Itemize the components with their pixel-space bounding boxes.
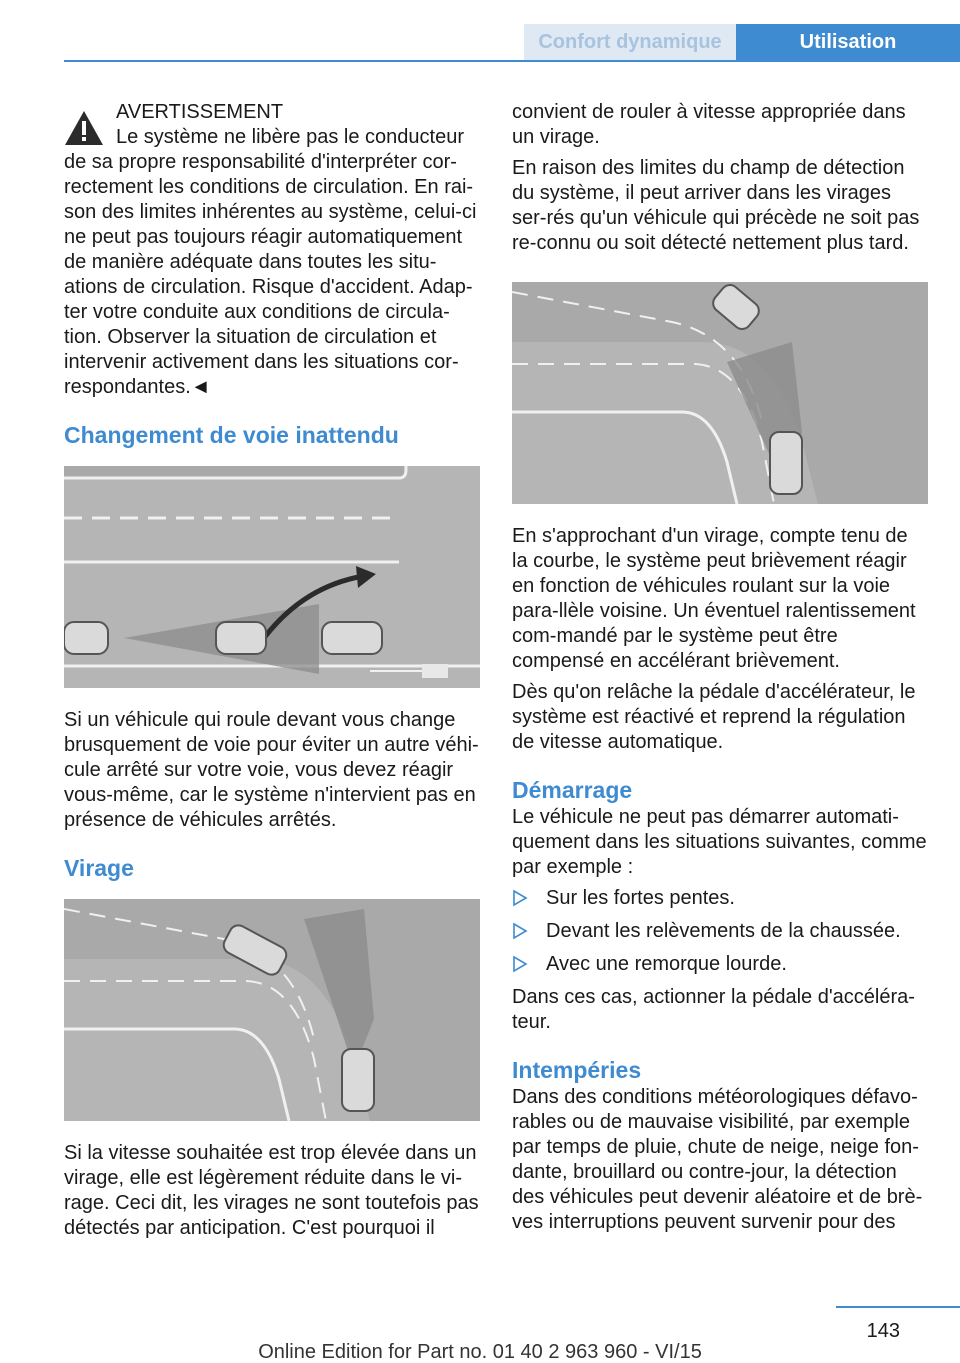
curve-text: Si la vitesse souhaitée est trop élevée dans un virage, elle est légèrement réduite dans le vi-rage. Ceci dit, les virages ne sont toutefois pas détectés par anticipation. C'est pourquoi il [64, 1142, 479, 1239]
demarrage-outro: Dans ces cas, actionner la pédale d'accéléra-teur. [512, 986, 915, 1033]
heading-virage: Virage [64, 855, 134, 881]
bullet-triangle-icon [512, 955, 528, 973]
demarrage-list [512, 886, 928, 977]
page-number: 143 [866, 1320, 900, 1342]
warning-first-line: Le système ne libère pas le conducteur [116, 126, 464, 148]
list-item-text: Devant les relèvements de la chaussée. [546, 920, 901, 942]
list-item [512, 886, 928, 911]
footer-rule [836, 1306, 960, 1308]
right-column [512, 100, 928, 1241]
lane-change-text: Si un véhicule qui roule devant vous change brusquement de voie pour éviter un autre véhi-cule arrêté sur votre voie, vous devez réagir vous-même, car le système n'intervient pas en présence de véhicules arrêtés. [64, 709, 479, 831]
reactivation-text: Dès qu'on relâche la pédale d'accélérateur, le système est réactivé et reprend la régulation de vitesse automatique. [512, 681, 916, 753]
warning-triangle-icon [64, 110, 104, 146]
detection-limits-text: En raison des limites du champ de détection du système, il peut arriver dans les virages ser-rés qu'un véhicule qui précède ne soit pas re-connu ou soit détecté nettement plus tard. [512, 157, 920, 254]
list-item-text: Avec une remorque lourde. [546, 953, 787, 975]
bullet-triangle-icon [512, 922, 528, 940]
approach-curve-text: En s'approchant d'un virage, compte tenu de la courbe, le système peut brièvement réagir en fonction de véhicules roulant sur la voie para-llèle voisine. Un éventuel ralentissement com-mandé par le système peut être compensé en accélérant brièvement. [512, 525, 916, 672]
curve-text-continued: convient de rouler à vitesse appropriée dans un virage. [512, 101, 906, 148]
list-item [512, 919, 928, 944]
warning-title: AVERTISSEMENT [116, 101, 284, 123]
lane-change-illustration [64, 466, 480, 688]
demarrage-intro: Le véhicule ne peut pas démarrer automati-quement dans les situations suivantes, comme par exemple : [512, 806, 927, 878]
header-section-tab: Confort dynamique [524, 24, 736, 60]
header-rule [64, 60, 960, 62]
intemperies-text: Dans des conditions météorologiques défavo-rables ou de mauvaise visibilité, par exemple par temps de pluie, chute de neige, neige fon-dante, brouillard ou contre-jour, la détection des véhicules peut devenir aléatoire et de brè-ves interruptions peuvent survenir pour des [512, 1086, 923, 1233]
warning-block [64, 100, 480, 400]
page-header [0, 0, 960, 62]
header-chapter-tab: Utilisation [736, 24, 960, 60]
list-item [512, 952, 928, 977]
warning-body: de sa propre responsabilité d'interpréter cor-rectement les conditions de circulation. En rai-son des limites inhérentes au système, celui-ci ne peut pas toujours réagir automatiquement de manière adéquate dans toutes les situ-ations de circulation. Risque d'accident. Adap-ter votre conduite aux conditions de circula-tion. Observer la situation de circulation et intervenir activement dans les situations cor-respondantes.◄ [64, 151, 477, 398]
bullet-triangle-icon [512, 889, 528, 907]
curve-illustration-left [64, 899, 480, 1121]
heading-demarrage: Démarrage [512, 777, 633, 803]
heading-intemperies: Intempéries [512, 1057, 642, 1083]
list-item-text: Sur les fortes pentes. [546, 887, 735, 909]
curve-illustration-right [512, 282, 928, 504]
footer-edition: Online Edition for Part no. 01 40 2 963 960 - VI/15 [258, 1341, 702, 1363]
heading-lane-change: Changement de voie inattendu [64, 422, 399, 448]
left-column [64, 100, 480, 1247]
